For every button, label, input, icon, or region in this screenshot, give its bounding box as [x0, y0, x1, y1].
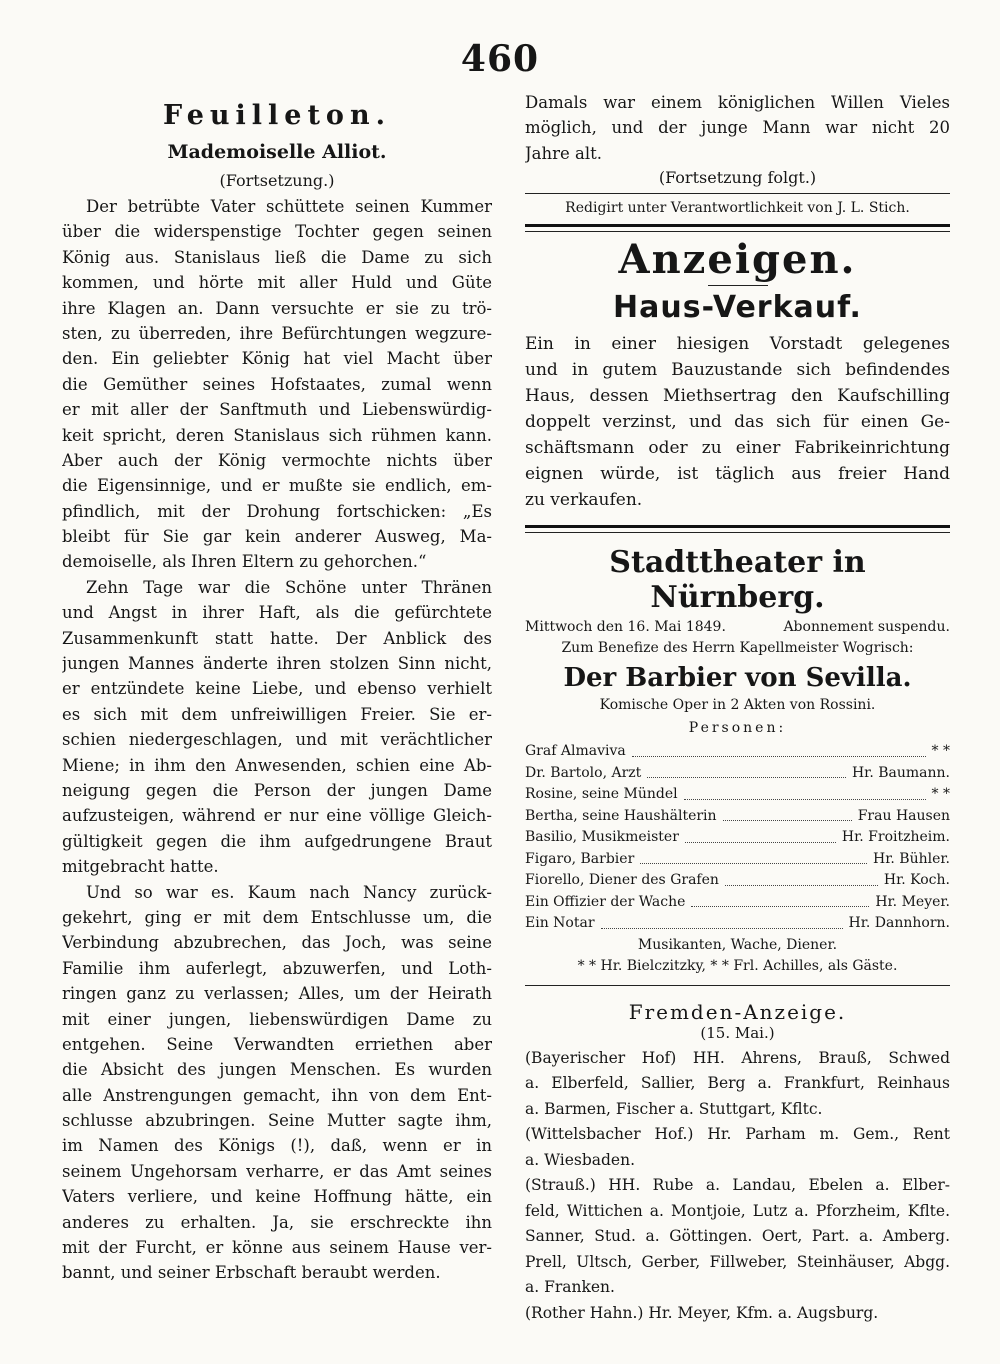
double-rule-bottom [525, 231, 950, 232]
text-line: Damals war einem königlichen Willen Vieles [525, 93, 950, 112]
cast-role: Fiorello, Diener des Grafen [525, 872, 719, 889]
page-number: 460 [460, 38, 540, 80]
cast-role: Dr. Bartolo, Arzt [525, 764, 642, 781]
fremden-date: (15. Mai.) [700, 1023, 775, 1042]
text-line: pfindlich, mit der Drohung fortschicken: „Es [62, 501, 492, 521]
text-line: anderes zu erhalten. Ja, sie erschreckte ihn [62, 1212, 492, 1232]
cast-actor: Hr. Koch. [883, 872, 950, 889]
text-line: und Angst in ihrer Haft, als die gefürchtete [62, 603, 492, 623]
text-line: gültigkeit gegen die ihm aufgedrungene Braut [62, 831, 492, 851]
text-line: demoiselle, als Ihren Eltern zu gehorchen.“ [62, 552, 427, 572]
double-rule-top [525, 224, 950, 227]
fremden-list [525, 1046, 950, 1327]
opera-subtitle: Komische Oper in 2 Akten von Rossini. [599, 697, 876, 714]
text-line: Miene; in ihm den Anwesenden, schien eine Ab- [62, 755, 492, 775]
text-line: den. Ein geliebter König hat viel Macht über [62, 349, 492, 369]
text-line: es sich mit dem unfreiwilligen Freier. Sie er- [62, 704, 492, 724]
text-line: Haus, dessen Miethsertrag den Kaufschilling [525, 386, 950, 407]
house-sale-title: Haus-Verkauf. [613, 290, 862, 326]
text-line: Ein in einer hiesigen Vorstadt gelegenes [525, 334, 950, 355]
cast-list [525, 741, 950, 935]
text-line: Verbindung abzubrechen, das Joch, was seine [62, 933, 492, 953]
article-title: Mademoiselle Alliot. [167, 141, 387, 163]
text-line: Zehn Tage war die Schöne unter Thränen [86, 577, 492, 597]
text-line: die Absicht des jungen Menschen. Es wurden [62, 1060, 492, 1080]
cast-row [525, 892, 950, 914]
theater-date: Mittwoch den 16. Mai 1849. [525, 619, 726, 636]
text-line: und in gutem Bauzustande sich befindendes [525, 360, 950, 381]
text-line: doppelt verzinst, und das sich für einen Ge- [525, 412, 950, 433]
theater-title: Stadttheater in Nürnberg. [609, 545, 866, 616]
text-line: mit der Furcht, er könne aus seinem Hause ver- [62, 1238, 492, 1258]
text-line: über die widerspenstige Tochter gegen seinen [62, 222, 492, 242]
leader-dots [632, 741, 926, 757]
text-line: sten, zu überreden, ihre Befürchtungen wegzure- [62, 323, 492, 343]
text-line: im Namen des Königs (!), daß, wenn er in [62, 1136, 492, 1156]
opera-title: Der Barbier von Sevilla. [563, 663, 912, 694]
double-rule-top [525, 525, 950, 528]
text-line: Aber auch der König vermochte nichts über [62, 450, 492, 470]
text-line: er mit aller der Sanftmuth und Liebenswürdig- [62, 400, 492, 420]
text-line: Prell, Ultsch, Gerber, Fillweber, Steinhäuser, Abgg. [525, 1252, 950, 1271]
leader-dots [684, 784, 926, 800]
text-line: mit einer jungen, liebenswürdigen Dame zu [62, 1009, 492, 1029]
leader-dots [723, 806, 852, 822]
cast-actor: Hr. Dannhorn. [848, 915, 950, 932]
cast-role: Rosine, seine Mündel [525, 786, 678, 803]
feuilleton-column [62, 90, 492, 1286]
text-line: Familie ihm auferlegt, abzuwerfen, und Loth- [62, 958, 492, 978]
continuation-note: (Fortsetzung.) [219, 171, 335, 190]
right-column [525, 90, 950, 1326]
text-line: kommen, und hörte mit aller Huld und Güte [62, 273, 492, 293]
text-line: Der betrübte Vater schüttete seinen Kummer [86, 197, 492, 216]
text-line: Zusammenkunft statt hatte. Der Anblick des [62, 628, 492, 648]
leader-dots [685, 827, 836, 843]
text-line: jungen Mannes änderte ihren stolzen Sinn nicht, [62, 654, 492, 674]
text-line: Vaters verliere, und keine Hoffnung hätte, ein [62, 1187, 492, 1207]
text-line: schien niedergeschlagen, und mit verächtlicher [62, 730, 492, 750]
cast-role: Ein Notar [525, 915, 595, 932]
cast-row [525, 827, 950, 849]
text-line: a. Barmen, Fischer a. Stuttgart, Kfltc. [525, 1099, 823, 1118]
leader-dots [640, 849, 867, 865]
fremden-title: Fremden-Anzeige. [628, 999, 847, 1024]
cast-row [525, 849, 950, 871]
text-line: eignen würde, ist täglich aus freier Hand [525, 464, 950, 485]
text-line: neigung gegen die Person der jungen Dame [62, 780, 492, 800]
text-line: entgehen. Seine Verwandten erriethen aber [62, 1034, 492, 1054]
cast-actor: Hr. Meyer. [875, 893, 950, 910]
cast-role: Ein Offizier der Wache [525, 893, 686, 910]
cast-role: Graf Almaviva [525, 743, 626, 760]
cast-actor: * * [931, 786, 950, 803]
text-line: ringen ganz zu verlassen; Alles, um der Heirath [62, 984, 492, 1004]
text-line: (Strauß.) HH. Rube a. Landau, Ebelen a. Elber- [525, 1176, 950, 1195]
text-line: schlusse abzubringen. Seine Mutter sagte ihm, [62, 1111, 492, 1131]
text-line: Und so war es. Kaum nach Nancy zurück- [86, 882, 492, 902]
house-sale-text [525, 331, 950, 513]
to-be-continued: (Fortsetzung folgt.) [658, 168, 817, 188]
text-line: seinem Ungehorsam verharre, er das Amt seines [62, 1161, 492, 1181]
cast-actor: Hr. Froitzheim. [841, 829, 950, 846]
text-line: feld, Wittichen a. Montjoie, Lutz a. Pforzheim, Kflte. [525, 1201, 950, 1220]
text-line: zu verkaufen. [525, 490, 643, 511]
divider [525, 985, 950, 986]
article-ending [525, 90, 950, 166]
text-line: Jahre alt. [525, 143, 602, 163]
text-line: alle Anstrengungen gemacht, ihn von dem Ent- [62, 1085, 492, 1105]
text-line: Sanner, Stud. a. Göttingen. Oert, Part. a. Amberg. [525, 1227, 950, 1246]
cast-role: Figaro, Barbier [525, 850, 635, 867]
text-line: bannt, und seiner Erbschaft beraubt werden. [62, 1263, 441, 1283]
cast-actor: Hr. Bühler. [873, 850, 950, 867]
cast-row [525, 870, 950, 892]
leader-dots [647, 763, 846, 779]
short-divider [708, 285, 768, 286]
leader-dots [601, 913, 843, 929]
persons-heading: Personen: [688, 720, 787, 737]
text-line: (Bayerischer Hof) HH. Ahrens, Brauß, Schwed [525, 1048, 950, 1067]
cast-actor: * * [931, 743, 950, 760]
leader-dots [691, 892, 869, 908]
cast-role: Basilio, Musikmeister [525, 829, 679, 846]
benefit-note: Zum Benefize des Herrn Kapellmeister Wogrisch: [561, 640, 914, 657]
ads-heading: Anzeigen. [618, 236, 857, 284]
leader-dots [725, 870, 878, 886]
text-line: schäftsmann oder zu einer Fabrikeinrichtung [525, 438, 950, 459]
text-line: a. Wiesbaden. [525, 1150, 636, 1169]
cast-actor: Frau Hausen [857, 807, 950, 824]
text-line: bleibt für Sie gar kein anderer Ausweg, Ma- [62, 527, 492, 547]
text-line: er entzündete keine Liebe, und ebenso verhielt [62, 679, 492, 699]
cast-row [525, 784, 950, 806]
extras-line: Musikanten, Wache, Diener. [637, 936, 838, 953]
text-line: mitgebracht hatte. [62, 857, 219, 877]
text-line: (Rother Hahn.) Hr. Meyer, Kfm. a. Augsburg. [525, 1303, 879, 1322]
article-body [62, 194, 492, 1286]
cast-row [525, 741, 950, 763]
text-line: aufzusteigen, während er nur eine völlige Gleich- [62, 806, 492, 826]
text-line: keit spricht, deren Stanislaus sich rühmen kann. [62, 425, 492, 445]
text-line: (Wittelsbacher Hof.) Hr. Parham m. Gem., Rent [525, 1125, 950, 1144]
cast-actor: Hr. Baumann. [851, 764, 950, 781]
editor-note: Redigirt unter Verantwortlichkeit von J. L. Stich. [565, 200, 910, 217]
text-line: die Gemüther seines Hofstaates, zumal wenn [62, 374, 492, 394]
text-line: König aus. Stanislaus ließ die Dame zu sich [62, 247, 492, 267]
text-line: gekehrt, ging er mit dem Entschlusse um, die [62, 907, 492, 927]
text-line: die Eigensinnige, und er mußte sie endlich, em- [62, 476, 492, 496]
subscription-note: Abonnement suspendu. [783, 619, 950, 636]
text-line: ihre Klagen an. Dann versuchte er sie zu trö- [62, 298, 492, 318]
feuilleton-heading: Feuilleton. [163, 100, 391, 131]
cast-role: Bertha, seine Haushälterin [525, 807, 717, 824]
guests-line: * * Hr. Bielczitzky, * * Frl. Achilles, als Gäste. [577, 957, 898, 974]
theater-date-line [525, 617, 950, 638]
double-rule-bottom [525, 532, 950, 533]
cast-row [525, 806, 950, 828]
text-line: möglich, und der junge Mann war nicht 20 [525, 118, 950, 138]
divider [525, 193, 950, 194]
cast-row [525, 763, 950, 785]
cast-row [525, 913, 950, 935]
text-line: a. Franken. [525, 1278, 615, 1297]
text-line: a. Elberfeld, Sallier, Berg a. Frankfurt, Reinhaus [525, 1074, 950, 1093]
